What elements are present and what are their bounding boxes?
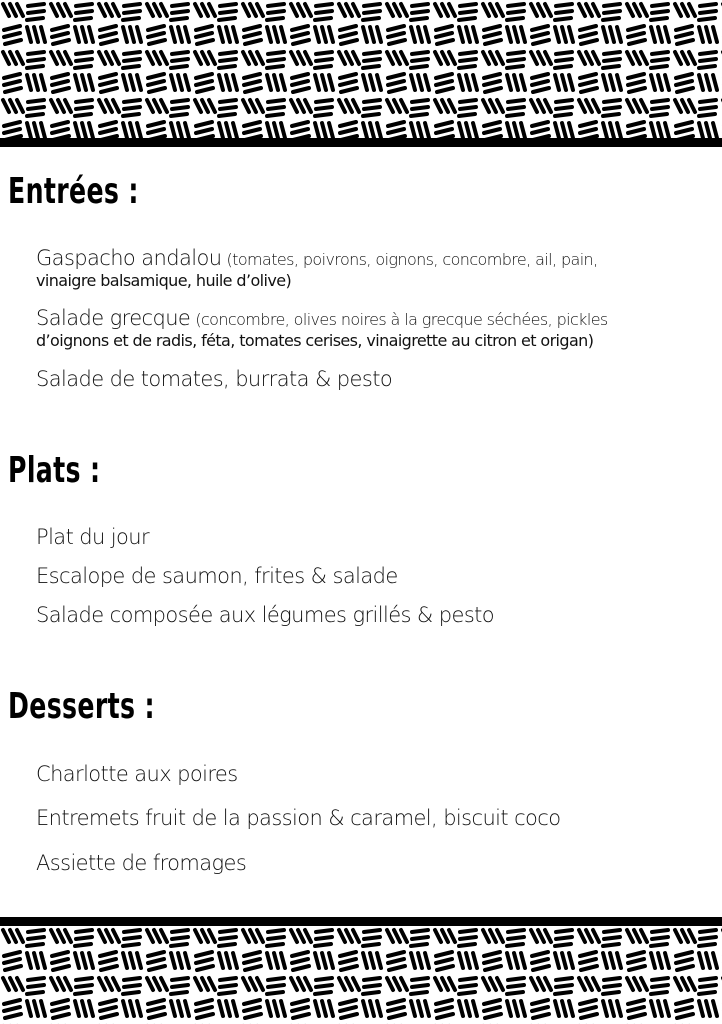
menu-item-charlotte: Charlotte aux poires (36, 762, 238, 786)
divider-top (0, 138, 722, 147)
dish-name: Salade grecque (36, 306, 191, 330)
menu-item-assiette-fromages: Assiette de fromages (36, 851, 247, 875)
decorative-pattern-top (0, 0, 722, 138)
menu-item-plat-du-jour: Plat du jour (36, 525, 150, 549)
menu-item-salade-composee: Salade composée aux légumes grillés & pesto (36, 603, 495, 627)
menu-item-escalope-saumon: Escalope de saumon, frites & salade (36, 564, 398, 588)
menu-item-entremets: Entremets fruit de la passion & caramel, biscuit coco (36, 806, 561, 830)
dish-description-continued: vinaigre balsamique, huile d’olive) (36, 271, 292, 290)
menu-item-salade-tomates: Salade de tomates, burrata & pesto (36, 367, 393, 391)
menu-item-gaspacho (36, 246, 706, 270)
dash-pattern-graphic (0, 0, 722, 138)
dish-description: (concombre, olives noires à la grecque séchées, pickles (195, 310, 608, 329)
decorative-pattern-bottom (0, 926, 722, 1024)
menu-item-salade-grecque (36, 306, 706, 330)
dash-pattern-graphic (0, 926, 722, 1024)
dish-name: Gaspacho andalou (36, 246, 222, 270)
divider-bottom (0, 917, 722, 926)
dish-description: (tomates, poivrons, oignons, concombre, ail, pain, (226, 250, 598, 269)
section-heading-entrees: Entrées : (8, 171, 139, 212)
section-heading-plats: Plats : (8, 450, 101, 491)
dish-description-continued: d’oignons et de radis, féta, tomates cerises, vinaigrette au citron et origan) (36, 331, 594, 350)
section-heading-desserts: Desserts : (8, 686, 155, 727)
